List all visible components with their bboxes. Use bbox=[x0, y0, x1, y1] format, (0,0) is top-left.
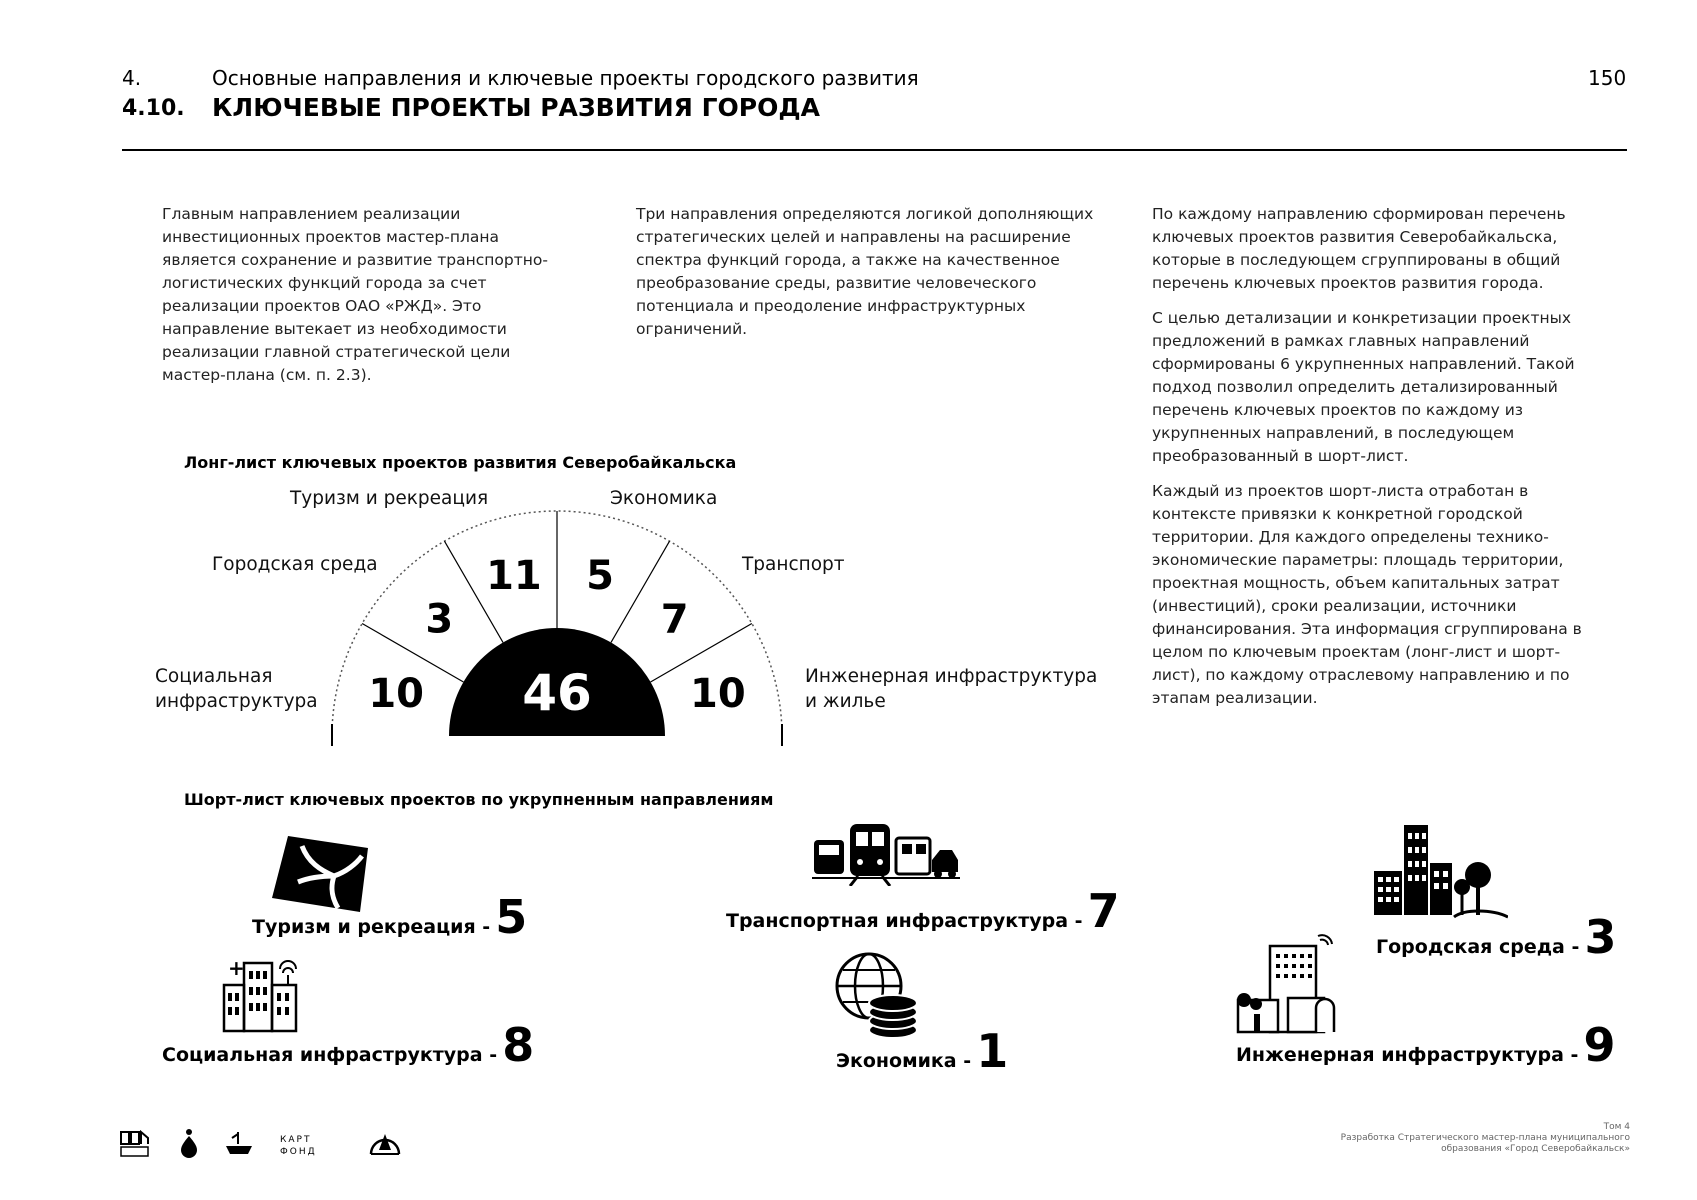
shortlist-value: 7 bbox=[1087, 884, 1120, 938]
chart-total-label: 46 bbox=[522, 664, 592, 722]
page-number: 150 bbox=[1588, 66, 1627, 90]
shortlist-label: Городская среда - bbox=[1376, 936, 1580, 958]
chart-title: Лонг-лист ключевых проектов развития Северобайкальска bbox=[184, 453, 737, 472]
shortlist-value: 5 bbox=[495, 890, 528, 944]
drop-logo bbox=[178, 1128, 200, 1158]
paragraph: Каждый из проектов шорт-листа отработан в контексте привязки к конкретной городской территории. Для каждого определены технико-экономические параметры: площадь территории, проектная мощность, объем капитальных затрат (инвестиций), сроки реализации, источники финансирования. Эта информация сгруппирована в целом по ключевым проектам (лонг-лист и шорт-лист), по каждому отраслевому направлению и по этапам реализации. bbox=[1152, 482, 1582, 707]
segment-label-urban: Городская среда bbox=[212, 554, 378, 575]
shortlist-value: 1 bbox=[976, 1024, 1009, 1078]
segment-label-transport: Транспорт bbox=[742, 554, 845, 575]
segment-label-social: Социальная инфраструктура bbox=[155, 666, 318, 712]
chart-value-label: 11 bbox=[486, 553, 542, 600]
chart-value-label: 10 bbox=[689, 670, 746, 717]
subsection-number: 4.10. bbox=[122, 96, 185, 121]
footer-note-line: Разработка Стратегического мастер-плана муниципального bbox=[1340, 1133, 1630, 1143]
footer-note-line: Том 4 bbox=[1603, 1122, 1630, 1132]
text-column-3 bbox=[1152, 203, 1597, 722]
chart-value-label: 7 bbox=[660, 596, 689, 643]
footer-note-line: образования «Город Северобайкальск» bbox=[1441, 1144, 1630, 1154]
header-divider bbox=[122, 149, 1627, 151]
text-column-1 bbox=[162, 203, 572, 399]
chart-value-label: 10 bbox=[368, 670, 425, 717]
chart-value-label: 5 bbox=[586, 553, 615, 600]
transport-icon bbox=[812, 820, 960, 886]
shortlist-value: 9 bbox=[1583, 1018, 1616, 1072]
segment-label-tourism: Туризм и рекреация bbox=[290, 488, 489, 509]
paragraph: По каждому направлению сформирован перечень ключевых проектов развития Северобайкальска, которые в последующем сгруппированы в общий перечень ключевых проектов развития города. bbox=[1152, 205, 1566, 292]
footer-note bbox=[1150, 1122, 1630, 1155]
shortlist-item-tourism bbox=[252, 890, 527, 944]
paragraph: Три направления определяются логикой дополняющих стратегических целей и направлены на расширение спектра функций города, а также на качественное преобразование среды, развитие человеческого потенциала и преодоление инфраструктурных ограничений. bbox=[636, 205, 1094, 338]
city-icon bbox=[1374, 825, 1508, 921]
chart-value-label: 3 bbox=[425, 596, 454, 643]
section-number: 4. bbox=[122, 66, 142, 90]
shortlist-item-economy bbox=[836, 1024, 1008, 1078]
section-title: Основные направления и ключевые проекты городского развития bbox=[212, 66, 919, 90]
emblem-logo bbox=[368, 1128, 402, 1158]
shortlist-label: Экономика - bbox=[836, 1050, 972, 1072]
paragraph: Главным направлением реализации инвестиционных проектов мастер-плана является сохранение и развитие транспортно-логистических функций города за счет реализации проектов ОАО «РЖД». Это направление вытекает из необходимости реализации главной стратегической цели мастер-плана (см. п. 2.3). bbox=[162, 205, 548, 384]
shortlist-item-urban bbox=[1376, 910, 1616, 964]
shortlist-title: Шорт-лист ключевых проектов по укрупненным направлениям bbox=[184, 790, 774, 809]
shortlist-value: 3 bbox=[1584, 910, 1617, 964]
text-column-2 bbox=[636, 203, 1096, 353]
shortlist-item-engineering bbox=[1236, 1018, 1616, 1072]
long-list-chart bbox=[300, 490, 820, 750]
shortlist-label: Социальная инфраструктура - bbox=[162, 1044, 498, 1066]
segment-label-economy: Экономика bbox=[610, 488, 718, 509]
svg-text:+: + bbox=[228, 956, 245, 980]
page-title: КЛЮЧЕВЫЕ ПРОЕКТЫ РАЗВИТИЯ ГОРОДА bbox=[212, 93, 820, 122]
shortlist-label: Туризм и рекреация - bbox=[252, 916, 491, 938]
shortlist-value: 8 bbox=[502, 1018, 535, 1072]
boat-logo bbox=[224, 1130, 254, 1158]
shortlist-item-transport bbox=[726, 884, 1120, 938]
kartfond-logo: КАРТ ФОНД bbox=[280, 1135, 317, 1157]
shortlist-label: Инженерная инфраструктура - bbox=[1236, 1044, 1579, 1066]
shortlist-item-social bbox=[162, 1018, 534, 1072]
shortlist-label: Транспортная инфраструктура - bbox=[726, 910, 1083, 932]
partner-logo-1 bbox=[120, 1130, 150, 1158]
paragraph: С целью детализации и конкретизации проектных предложений в рамках главных направлений сформированы 6 укрупненных направлений. Такой подход позволил определить детализированный перечень ключевых проектов по каждому из укрупненных направлений, в последующем преобразованный в шорт-лист. bbox=[1152, 309, 1575, 465]
segment-label-engineering: Инженерная инфраструктура и жилье bbox=[805, 666, 1098, 712]
